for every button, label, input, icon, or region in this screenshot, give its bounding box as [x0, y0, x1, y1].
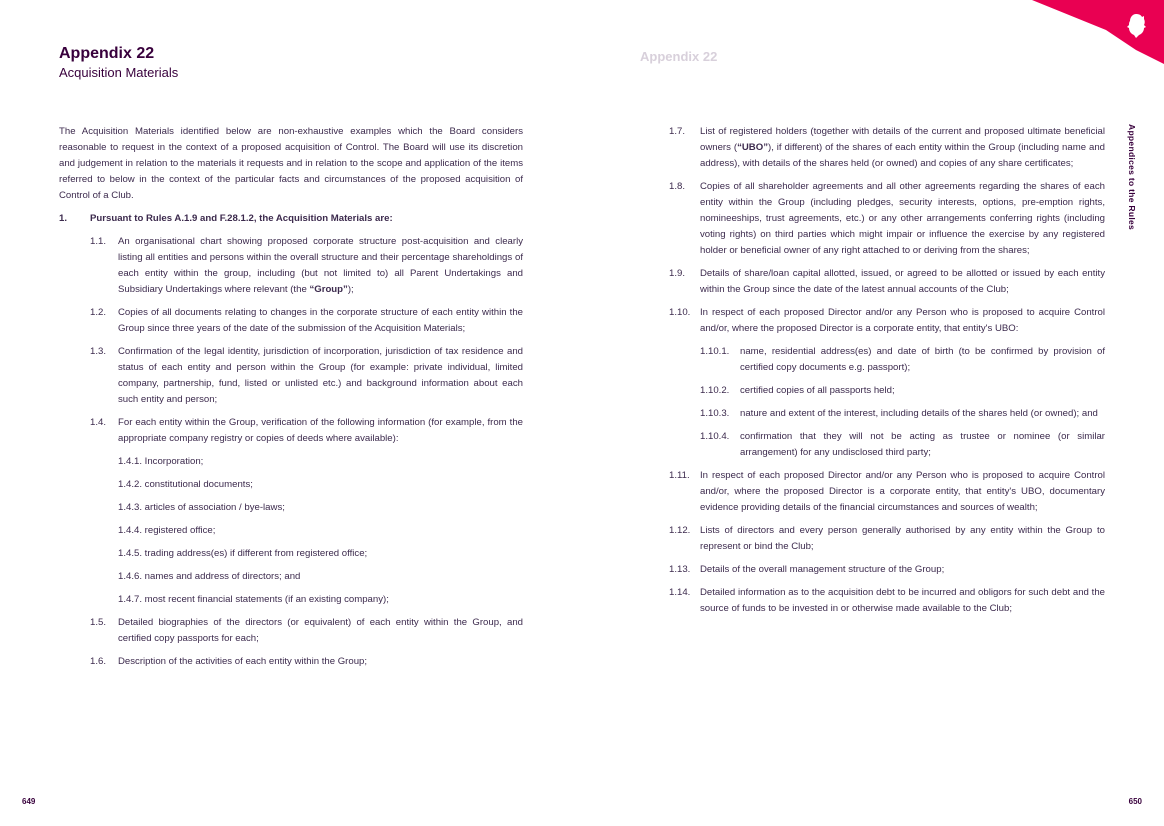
- sub-item-text: confirmation that they will not be acting as trustee or nominee (or similar arrangement) for any undisclosed third party;: [740, 431, 1105, 458]
- list-item: [59, 344, 523, 408]
- item-number: 1.5.: [90, 617, 107, 628]
- section-heading: [59, 211, 523, 227]
- item-number: 1.6.: [90, 656, 107, 667]
- section-heading-text: Pursuant to Rules A.1.9 and F.28.1.2, the Acquisition Materials are:: [90, 213, 393, 224]
- sub-item-number: 1.10.2.: [700, 385, 730, 396]
- item-number: 1.2.: [90, 307, 107, 318]
- item-text-end: );: [347, 284, 354, 295]
- item-text-end: ), if different) of the shares of each entity within the Group (including name and address), with details of the shares held (or owned) and copies of any share certificates;: [700, 142, 1105, 169]
- list-item: [59, 654, 523, 670]
- item-number: 1.9.: [669, 268, 686, 279]
- item-number: 1.1.: [90, 236, 107, 247]
- item-text: Detailed biographies of the directors (or equivalent) of each entity within the Group, and certified copy passports for each;: [118, 617, 523, 644]
- sub-item: [669, 383, 1105, 399]
- page-number-right: 650: [1128, 797, 1142, 806]
- sub-item-number: 1.10.4.: [700, 431, 730, 442]
- list-item: [669, 124, 1105, 172]
- item-text: In respect of each proposed Director and/or any Person who is proposed to acquire Control and/or, where the proposed Director is a corporate entity, that entity's UBO:: [700, 307, 1105, 334]
- item-text: In respect of each proposed Director and/or any Person who is proposed to acquire Control and/or, where the proposed Director is a corporate entity, that entity's UBO, documentary evidence providing details of the financial circumstances and sources of wealth;: [700, 470, 1105, 513]
- list-item: [669, 266, 1105, 298]
- corner-decoration: [1014, 0, 1164, 70]
- sub-item: [669, 344, 1105, 376]
- page-subtitle: Acquisition Materials: [59, 65, 179, 80]
- left-column: [59, 124, 523, 677]
- right-column: [669, 124, 1105, 624]
- item-number: 1.14.: [669, 587, 691, 598]
- item-text: Details of share/loan capital allotted, issued, or agreed to be allotted or issued by each entity within the Group since the date of the latest annual accounts of the Club;: [700, 268, 1105, 295]
- sub-item: [669, 429, 1105, 461]
- item-number: 1.8.: [669, 181, 686, 192]
- side-label: Appendices to the Rules: [1127, 124, 1137, 231]
- list-item: [669, 562, 1105, 578]
- sub-item: 1.4.5. trading address(es) if different from registered office;: [118, 548, 368, 559]
- list-item: [59, 305, 523, 337]
- list-item: [59, 234, 523, 298]
- sub-item-text: nature and extent of the interest, including details of the shares held (or owned); and: [740, 408, 1098, 419]
- section-number: 1.: [59, 213, 68, 224]
- sub-item: 1.4.7. most recent financial statements (if an existing company);: [118, 594, 389, 605]
- list-item: [669, 523, 1105, 555]
- page-title: Appendix 22: [59, 45, 155, 62]
- item-text: An organisational chart showing proposed corporate structure post-acquisition and clearly listing all entities and persons within the overall structure and their percentage shareholdings of each entity within the group, including (but not limited to) all Parent Undertakings and Subsidiary Undertakings where relevant (the: [118, 236, 523, 295]
- item-text: Description of the activities of each entity within the Group;: [118, 656, 368, 667]
- sub-item-text: certified copies of all passports held;: [740, 385, 895, 396]
- item-text: Copies of all shareholder agreements and all other agreements regarding the shares of each entity within the Group (including pledges, security interests, options, pre-emption rights, nomineeships, trust agreements, etc.) or any other arrangements conferring rights (including voting rights) on third parties which might impair or influence the exercise by any registered holder or beneficial owner of any right attached to or deriving from the shares;: [700, 181, 1105, 256]
- item-text: Details of the overall management structure of the Group;: [700, 564, 945, 575]
- list-item: [669, 585, 1105, 617]
- magenta-corner-shape: [1032, 0, 1164, 64]
- page-number-left: 649: [22, 797, 36, 806]
- item-text: For each entity within the Group, verification of the following information (for example, from the appropriate company registry or copies of deeds where available):: [118, 417, 523, 444]
- sub-item: 1.4.4. registered office;: [118, 525, 216, 536]
- item-number: 1.3.: [90, 346, 107, 357]
- item-text: Copies of all documents relating to changes in the corporate structure of each entity within the Group since three years of the date of the submission of the Acquisition Materials;: [118, 307, 523, 334]
- list-item: [669, 468, 1105, 516]
- item-number: 1.10.: [669, 307, 691, 318]
- item-text: Detailed information as to the acquisition debt to be incurred and obligors for such debt and the source of funds to be invested in or otherwise made available to the Club;: [700, 587, 1105, 614]
- list-item: [669, 305, 1105, 337]
- item-number: 1.7.: [669, 126, 686, 137]
- item-defined-term: “UBO”: [737, 142, 768, 153]
- item-defined-term: “Group”: [309, 284, 348, 295]
- sub-item: [669, 406, 1105, 422]
- sub-item: 1.4.3. articles of association / bye-laws;: [118, 502, 285, 513]
- sub-item-number: 1.10.1.: [700, 346, 730, 357]
- list-item: [669, 179, 1105, 259]
- item-number: 1.11.: [669, 470, 690, 481]
- sub-item-number: 1.10.3.: [700, 408, 730, 419]
- running-header: Appendix 22: [640, 49, 718, 64]
- list-item: [59, 615, 523, 647]
- right-page: [582, 0, 1164, 826]
- sub-item: 1.4.2. constitutional documents;: [118, 479, 253, 490]
- item-text: Lists of directors and every person generally authorised by any entity within the Group to represent or bind the Club;: [700, 525, 1105, 552]
- item-text: Confirmation of the legal identity, jurisdiction of incorporation, jurisdiction of tax residence and status of each entity and person within the Group (for example: private individual, limited company, partnership, fund, listed or unlisted etc.) and background information about each such entity and person;: [118, 346, 523, 405]
- item-number: 1.13.: [669, 564, 691, 575]
- item-text: List of registered holders (together with details of the current and proposed ultimate beneficial owners (: [700, 126, 1105, 153]
- sub-item-text: name, residential address(es) and date of birth (to be confirmed by provision of certified copy documents e.g. passport);: [740, 346, 1105, 373]
- list-item: [59, 415, 523, 447]
- item-number: 1.12.: [669, 525, 691, 536]
- intro-paragraph: The Acquisition Materials identified below are non-exhaustive examples which the Board considers reasonable to request in the context of a proposed acquisition of Control. The Board will use its discretion and judgement in relation to the materials it requests and in relation to the scope and application of the items referred to below in the context of the particular facts and circumstances of the proposed acquisition of Control of a Club.: [59, 126, 523, 201]
- sub-item: 1.4.1. Incorporation;: [118, 456, 204, 467]
- item-number: 1.4.: [90, 417, 107, 428]
- sub-item: 1.4.6. names and address of directors; and: [118, 571, 301, 582]
